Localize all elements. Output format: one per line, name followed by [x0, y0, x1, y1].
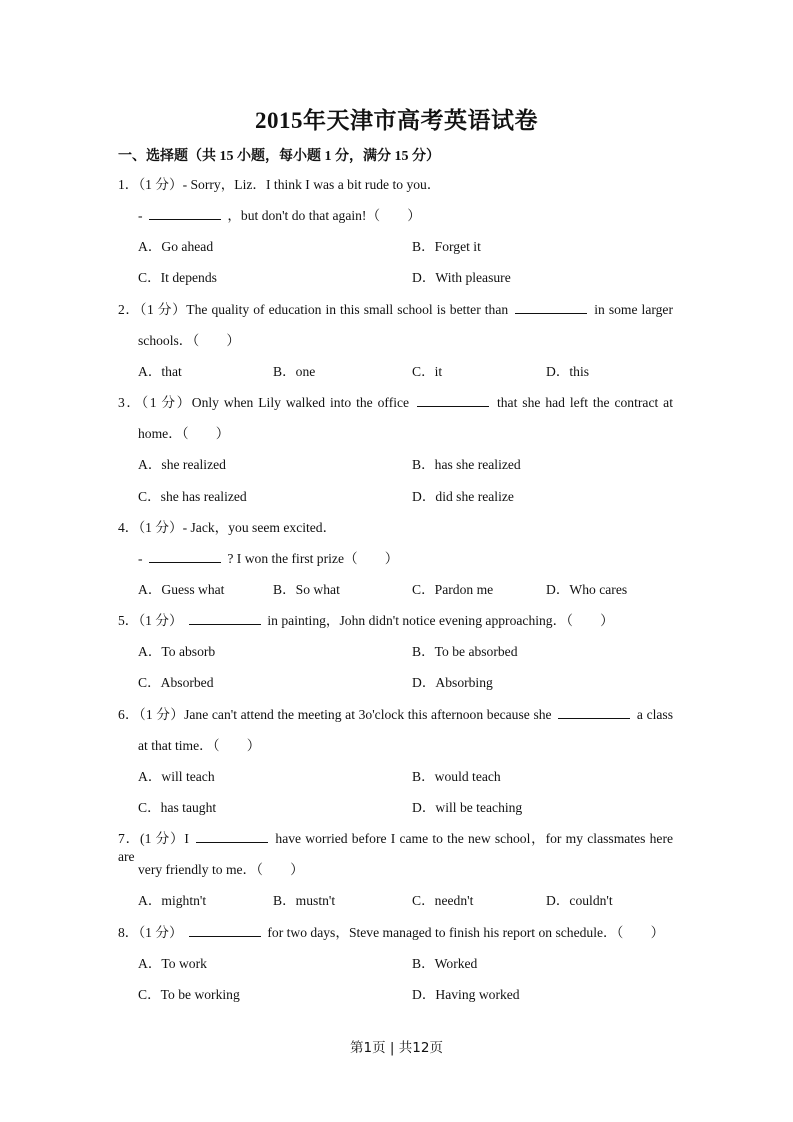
answer-option: B．Worked	[412, 955, 478, 971]
stem-text: -	[138, 208, 146, 224]
stem-text: have worried before I came to the new school，for my classmates here are	[118, 831, 674, 865]
answer-option: C．has taught	[138, 800, 217, 815]
answer-option: C．needn't	[412, 893, 474, 909]
question-stem-continued	[138, 332, 240, 350]
question-stem-continued	[138, 737, 260, 755]
answer-option: D．With pleasure	[412, 270, 511, 286]
stem-text: at that time．（ ）	[138, 737, 261, 753]
stem-text: 6．（1 分）Jane can't attend the meeting at 3o'clock this afternoon because she	[118, 706, 552, 722]
stem-text: a class	[636, 706, 673, 722]
answer-option: A．Guess what	[138, 581, 225, 597]
answer-option: B．mustn't	[273, 893, 336, 909]
stem-text: 4．（1 分）- Jack，you seem excited．	[118, 519, 337, 535]
stem-text: 5．（1 分）	[118, 613, 183, 629]
question-stem	[118, 924, 664, 942]
answer-option: C．It depends	[138, 270, 217, 286]
answer-option: D．Having worked	[412, 986, 520, 1002]
question-stem	[118, 301, 673, 319]
question-stem	[118, 176, 440, 194]
answer-option: C．it	[412, 363, 443, 379]
answer-option: B．would teach	[412, 768, 501, 784]
section-heading: 一、选择题（共 15 小题，每小题 1 分，满分 15 分）	[118, 149, 440, 164]
answer-blank	[149, 550, 221, 563]
stem-text: 3．（1 分）Only when Lily walked into the office	[118, 395, 410, 411]
answer-blank	[196, 830, 268, 843]
question-stem	[118, 519, 336, 537]
stem-text: for two days，Steve managed to finish his report on schedule．（ ）	[267, 924, 665, 940]
answer-blank	[189, 924, 261, 937]
stem-text: 8．（1 分）	[118, 924, 183, 940]
stem-text: in painting，John didn't notice evening approaching．（ ）	[267, 613, 614, 629]
answer-option: A．she realized	[138, 457, 226, 473]
answer-option: B．Forget it	[412, 239, 481, 255]
stem-text: that she had left the contract at	[496, 395, 673, 411]
answer-blank	[558, 706, 630, 719]
stem-text: home．（ ）	[138, 426, 230, 442]
answer-option: C．she has realized	[138, 488, 247, 504]
answer-option: A．Go ahead	[138, 239, 214, 255]
answer-option: A．To work	[138, 955, 207, 971]
question-stem	[118, 706, 673, 724]
question-stem-continued	[138, 861, 304, 879]
question-stem-continued	[138, 550, 398, 568]
answer-blank	[149, 207, 221, 220]
stem-text: 1．（1 分）- Sorry，Liz．I think I was a bit rude to you．	[118, 177, 441, 192]
stem-text: 7．(1 分）I	[118, 831, 189, 847]
answer-option: D．Who cares	[546, 581, 628, 597]
answer-blank	[417, 394, 489, 407]
answer-option: C．Absorbed	[138, 675, 214, 691]
answer-blank	[515, 301, 587, 314]
stem-text: schools．（ ）	[138, 332, 240, 348]
question-stem-continued	[138, 207, 421, 225]
answer-option: D．will be teaching	[412, 800, 523, 815]
answer-option: B．To be absorbed	[412, 644, 518, 660]
answer-option: A．that	[138, 363, 182, 379]
answer-blank	[189, 612, 261, 625]
answer-option: A．will teach	[138, 768, 215, 784]
stem-text: ，but don't do that again!（ ）	[227, 208, 421, 224]
answer-option: B．has she realized	[412, 457, 521, 473]
stem-text: -	[138, 550, 146, 566]
stem-text: ? I won the first prize（ ）	[227, 550, 399, 566]
answer-option: D．Absorbing	[412, 675, 493, 691]
question-stem	[118, 612, 614, 630]
answer-option: D．did she realize	[412, 488, 514, 504]
document-title: 2015年天津市高考英语试卷	[255, 108, 538, 133]
answer-option: A．To absorb	[138, 644, 216, 660]
answer-option: C．To be working	[138, 986, 240, 1002]
stem-text: in some larger	[594, 301, 673, 317]
answer-option: A．mightn't	[138, 893, 207, 909]
question-stem-continued	[138, 425, 229, 443]
answer-option: B．So what	[273, 581, 340, 597]
answer-option: D．this	[546, 363, 590, 379]
answer-option: B．one	[273, 363, 316, 379]
answer-option: D．couldn't	[546, 893, 613, 909]
stem-text: 2．（1 分）The quality of education in this small school is better than	[118, 301, 509, 317]
stem-text: very friendly to me．（ ）	[138, 862, 304, 878]
answer-option: C．Pardon me	[412, 581, 494, 597]
page-footer: 第1页 | 共12页	[350, 1040, 443, 1056]
question-stem	[118, 394, 673, 412]
